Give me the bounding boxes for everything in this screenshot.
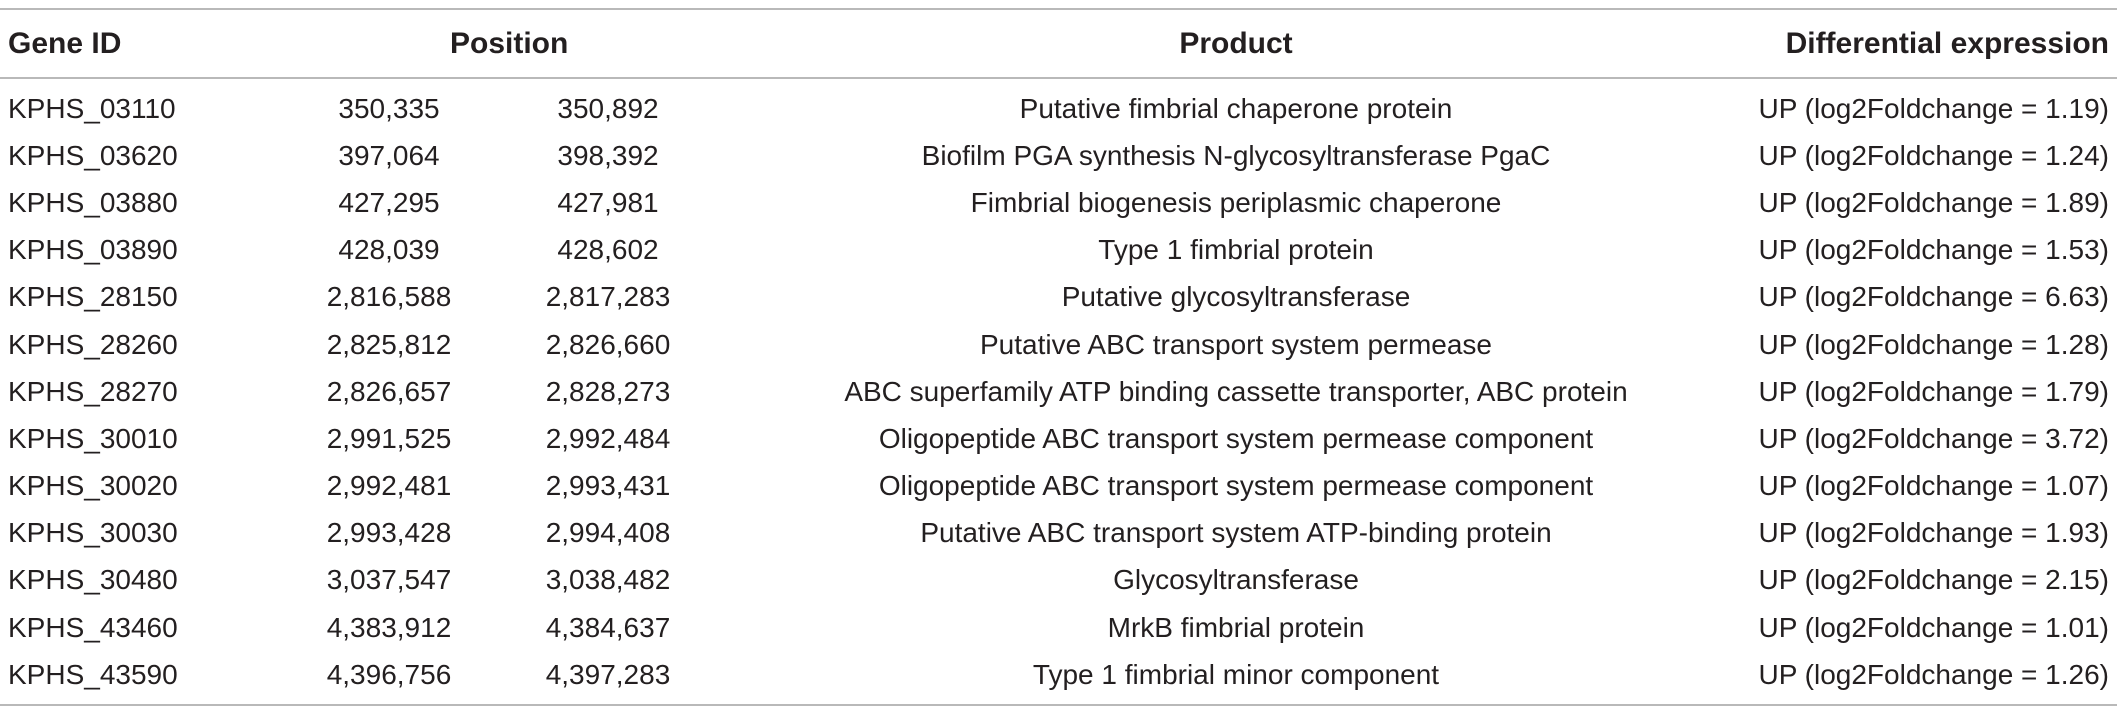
cell-product: MrkB fimbrial protein xyxy=(1107,611,1365,643)
cell-gene-id: KPHS_03620 xyxy=(8,139,178,171)
gene-expression-table-container xyxy=(0,8,2117,706)
cell-position-end: 3,038,482 xyxy=(545,564,671,596)
table-row xyxy=(0,463,2117,510)
cell-gene-id: KPHS_43460 xyxy=(8,611,178,643)
cell-product: Putative ABC transport system permease xyxy=(980,328,1492,360)
cell-position-start: 2,991,525 xyxy=(326,422,452,454)
header-differential-expression: Differential expression xyxy=(1719,9,2117,78)
table-row xyxy=(0,510,2117,557)
cell-position-end: 428,602 xyxy=(557,234,659,266)
cell-differential-expression: UP (log2Foldchange = 1.24) xyxy=(1758,139,2109,171)
table-row xyxy=(0,274,2117,321)
cell-position-start: 350,335 xyxy=(338,92,440,124)
cell-gene-id: KPHS_28150 xyxy=(8,281,178,313)
cell-position-end: 350,892 xyxy=(557,92,659,124)
cell-differential-expression: UP (log2Foldchange = 1.07) xyxy=(1758,470,2109,502)
table-row xyxy=(0,132,2117,179)
cell-differential-expression: UP (log2Foldchange = 2.15) xyxy=(1758,564,2109,596)
cell-position-end: 2,992,484 xyxy=(545,422,671,454)
cell-differential-expression: UP (log2Foldchange = 1.89) xyxy=(1758,186,2109,218)
cell-position-end: 2,828,273 xyxy=(545,375,671,407)
cell-product: Fimbrial biogenesis periplasmic chaperone xyxy=(970,186,1502,218)
cell-differential-expression: UP (log2Foldchange = 1.01) xyxy=(1758,611,2109,643)
cell-position-end: 427,981 xyxy=(557,186,659,218)
header-position: Position xyxy=(255,9,753,78)
cell-gene-id: KPHS_03880 xyxy=(8,186,178,218)
table-row xyxy=(0,604,2117,651)
cell-position-start: 427,295 xyxy=(338,186,440,218)
cell-position-end: 398,392 xyxy=(557,139,659,171)
cell-position-start: 2,993,428 xyxy=(326,517,452,549)
table-row xyxy=(0,227,2117,274)
gene-expression-table xyxy=(0,8,2117,706)
cell-position-end: 2,993,431 xyxy=(545,470,671,502)
table-row xyxy=(0,557,2117,604)
cell-gene-id: KPHS_30480 xyxy=(8,564,178,596)
cell-position-start: 2,826,657 xyxy=(326,375,452,407)
cell-gene-id: KPHS_30020 xyxy=(8,470,178,502)
cell-position-start: 4,396,756 xyxy=(255,651,493,705)
cell-differential-expression: UP (log2Foldchange = 6.63) xyxy=(1758,281,2109,313)
table-header xyxy=(0,9,2117,78)
cell-position-end: 2,826,660 xyxy=(545,328,671,360)
table-row xyxy=(0,78,2117,132)
cell-product: Type 1 fimbrial protein xyxy=(1098,234,1374,266)
cell-differential-expression: UP (log2Foldchange = 1.28) xyxy=(1758,328,2109,360)
cell-gene-id: KPHS_30010 xyxy=(8,422,178,454)
cell-gene-id: KPHS_28270 xyxy=(8,375,178,407)
header-product: Product xyxy=(753,9,1719,78)
cell-product: Glycosyltransferase xyxy=(1113,564,1359,596)
cell-position-start: 2,816,588 xyxy=(326,281,452,313)
table-row xyxy=(0,415,2117,462)
cell-position-end: 4,384,637 xyxy=(545,611,671,643)
cell-gene-id: KPHS_30030 xyxy=(8,517,178,549)
cell-product: Biofilm PGA synthesis N-glycosyltransferase PgaC xyxy=(921,139,1551,171)
cell-differential-expression: UP (log2Foldchange = 1.26) xyxy=(1719,651,2117,705)
cell-product: Putative ABC transport system ATP-binding protein xyxy=(920,517,1552,549)
cell-differential-expression: UP (log2Foldchange = 1.79) xyxy=(1758,375,2109,407)
cell-product: Oligopeptide ABC transport system permease component xyxy=(878,470,1594,502)
cell-differential-expression: UP (log2Foldchange = 1.93) xyxy=(1758,517,2109,549)
cell-gene-id: KPHS_28260 xyxy=(8,328,178,360)
cell-product: Oligopeptide ABC transport system permease component xyxy=(878,422,1594,454)
table-row xyxy=(0,179,2117,226)
cell-product: Putative fimbrial chaperone protein xyxy=(1019,92,1453,124)
cell-differential-expression: UP (log2Foldchange = 1.53) xyxy=(1758,234,2109,266)
cell-product: Type 1 fimbrial minor component xyxy=(753,651,1719,705)
header-gene-id: Gene ID xyxy=(0,9,255,78)
cell-gene-id: KPHS_03890 xyxy=(8,234,178,266)
cell-position-start: 428,039 xyxy=(338,234,440,266)
cell-position-start: 397,064 xyxy=(338,139,440,171)
cell-position-start: 2,825,812 xyxy=(326,328,452,360)
table-body xyxy=(0,78,2117,705)
cell-differential-expression: UP (log2Foldchange = 3.72) xyxy=(1758,422,2109,454)
cell-product: Putative glycosyltransferase xyxy=(1061,281,1411,313)
cell-position-end: 4,397,283 xyxy=(493,651,753,705)
cell-differential-expression: UP (log2Foldchange = 1.19) xyxy=(1758,92,2109,124)
cell-position-end: 2,817,283 xyxy=(545,281,671,313)
cell-position-start: 3,037,547 xyxy=(326,564,452,596)
cell-position-start: 4,383,912 xyxy=(326,611,452,643)
cell-gene-id: KPHS_03110 xyxy=(8,92,176,124)
table-row xyxy=(0,651,2117,705)
cell-product: ABC superfamily ATP binding cassette transporter, ABC protein xyxy=(844,375,1628,407)
cell-position-start: 2,992,481 xyxy=(326,470,452,502)
table-row xyxy=(0,368,2117,415)
cell-position-end: 2,994,408 xyxy=(545,517,671,549)
table-row xyxy=(0,321,2117,368)
header-row xyxy=(0,9,2117,78)
cell-gene-id: KPHS_43590 xyxy=(0,651,255,705)
